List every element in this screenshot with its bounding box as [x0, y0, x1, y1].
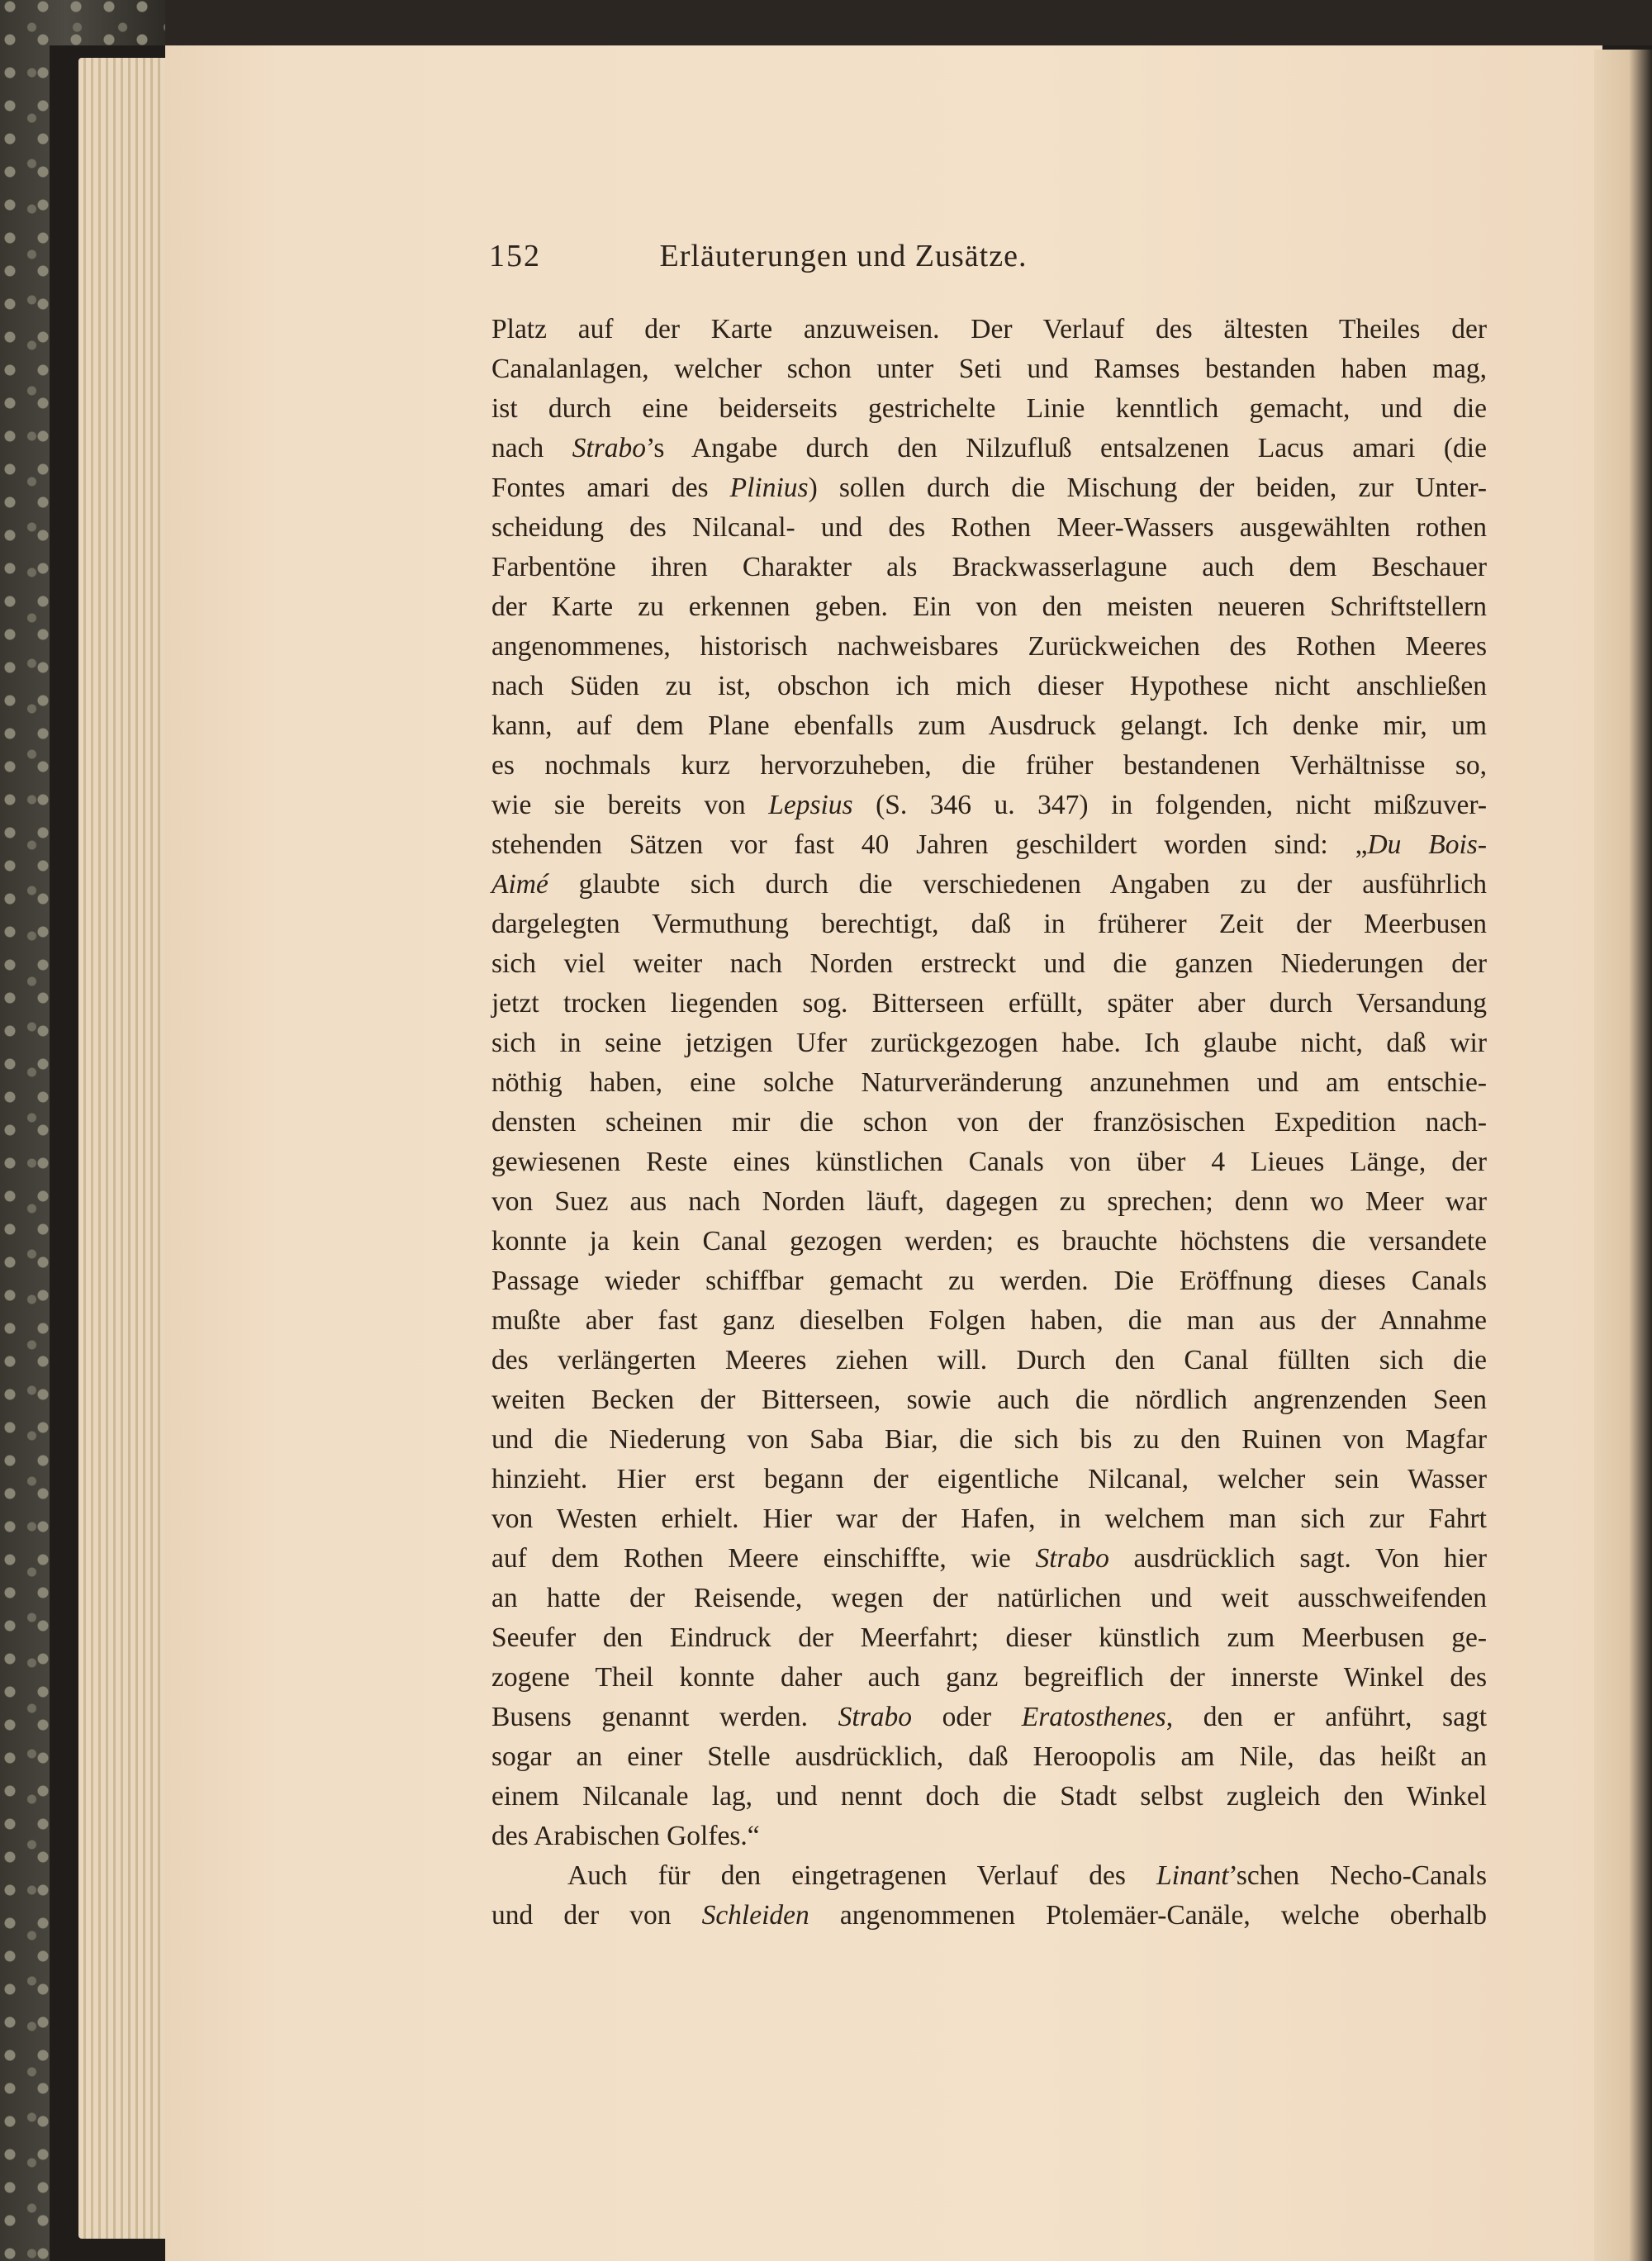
text-line: [491, 1737, 1487, 1777]
italic-name: Du Bois-: [1367, 829, 1487, 860]
italic-name: Strabo: [1035, 1543, 1109, 1574]
text-line: [491, 548, 1487, 587]
text-line: [491, 1063, 1487, 1103]
text-run: hinzieht. Hier erst begann der eigentliche Nilcanal, welcher sein Wasser: [491, 1464, 1487, 1494]
italic-name: Lepsius: [768, 790, 853, 820]
text-line: [491, 746, 1487, 786]
text-run: auf dem Rothen Meere einschiffte, wie: [491, 1543, 1036, 1574]
text-run: ) sollen durch die Mischung der beiden, zur Unter-: [808, 473, 1487, 503]
text-run: nach: [491, 433, 572, 463]
text-run: und der von: [491, 1900, 702, 1931]
text-line: [491, 984, 1487, 1024]
text-run: Busens genannt werden.: [491, 1702, 838, 1732]
text-run: Passage wieder schiffbar gemacht zu werden. Die Eröffnung dieses Canals: [491, 1266, 1487, 1296]
text-line: [491, 1380, 1487, 1420]
text-run: sogar an einer Stelle ausdrücklich, daß Heroopolis am Nile, das heißt an: [491, 1741, 1487, 1772]
text-run: scheidung des Nilcanal- und des Rothen Meer-Wassers ausgewählten rothen: [491, 512, 1487, 543]
text-run: stehenden Sätzen vor fast 40 Jahren geschildert worden sind: „: [491, 829, 1368, 860]
text-line: [491, 865, 1487, 905]
text-line: [491, 1896, 1487, 1936]
text-line: [491, 587, 1487, 627]
text-run: gewiesenen Reste eines künstlichen Canals von über 4 Lieues Länge, der: [491, 1147, 1487, 1177]
text-line: [491, 1222, 1487, 1261]
text-line: [491, 1856, 1487, 1896]
text-run: , den er anführt, sagt: [1165, 1702, 1487, 1732]
text-run: wie sie bereits von: [491, 790, 769, 820]
page-number: 152: [489, 239, 541, 273]
text-line: [491, 1539, 1487, 1579]
text-run: und die Niederung von Saba Biar, die sich bis zu den Ruinen von Magfar: [491, 1424, 1487, 1455]
text-run: angenommenen Ptolemäer-Canäle, welche oberhalb: [809, 1900, 1487, 1931]
text-line: [491, 1817, 1487, 1856]
text-run: kann, auf dem Plane ebenfalls zum Ausdruck gelangt. Ich denke mir, um: [491, 710, 1487, 741]
text-run: (S. 346 u. 347) in folgenden, nicht mißzuver-: [852, 790, 1487, 820]
italic-name: Eratosthenes: [1021, 1702, 1166, 1732]
text-run: Canalanlagen, welcher schon unter Seti und Ramses bestanden haben mag,: [491, 354, 1487, 384]
italic-name: Plinius: [729, 473, 809, 503]
text-run: dargelegten Vermuthung berechtigt, daß in früherer Zeit der Meerbusen: [491, 909, 1487, 939]
text-line: [491, 1698, 1487, 1737]
italic-name: Schleiden: [701, 1900, 809, 1931]
text-line: [491, 706, 1487, 746]
text-run: an hatte der Reisende, wegen der natürlichen und weit ausschweifenden: [491, 1583, 1487, 1613]
text-run: von Westen erhielt. Hier war der Hafen, in welchem man sich zur Fahrt: [491, 1503, 1487, 1534]
text-line: [491, 1261, 1487, 1301]
italic-name: Strabo: [838, 1702, 912, 1732]
text-run: ’s Angabe durch den Nilzufluß entsalzenen Lacus amari (die: [646, 433, 1487, 463]
text-run: des Arabischen Golfes.“: [491, 1821, 760, 1851]
text-run: sich viel weiter nach Norden erstreckt und die ganzen Niederungen der: [491, 948, 1487, 979]
text-run: konnte ja kein Canal gezogen werden; es brauchte höchstens die versandete: [491, 1226, 1487, 1256]
text-run: glaubte sich durch die verschiedenen Angaben zu der ausführlich: [548, 869, 1487, 900]
text-run: Auch für den eingetragenen Verlauf des: [567, 1860, 1157, 1891]
text-run: densten scheinen mir die schon von der französischen Expedition nach-: [491, 1107, 1487, 1138]
text-line: [491, 1618, 1487, 1658]
text-line: [491, 508, 1487, 548]
text-line: [491, 1579, 1487, 1618]
text-run: zogene Theil konnte daher auch ganz begreiflich der innerste Winkel des: [491, 1662, 1487, 1693]
text-line: [491, 786, 1487, 825]
text-line: [491, 1499, 1487, 1539]
running-title: Erläuterungen und Zusätze.: [659, 239, 1028, 273]
text-line: [491, 1420, 1487, 1460]
page-right-edge: [1594, 50, 1652, 2261]
text-run: weiten Becken der Bitterseen, sowie auch die nördlich angrenzenden Seen: [491, 1385, 1487, 1415]
italic-name: Strabo: [572, 433, 647, 463]
text-line: [491, 1341, 1487, 1380]
text-line: [491, 349, 1487, 389]
text-run: von Suez aus nach Norden läuft, dagegen zu sprechen; denn wo Meer war: [491, 1186, 1487, 1217]
text-line: [491, 1024, 1487, 1063]
text-run: mußte aber fast ganz dieselben Folgen haben, die man aus der Annahme: [491, 1305, 1487, 1336]
text-line: [491, 1142, 1487, 1182]
text-run: nöthig haben, eine solche Naturveränderung anzunehmen und am entschie-: [491, 1067, 1487, 1098]
text-run: angenommenes, historisch nachweisbares Zurückweichen des Rothen Meeres: [491, 631, 1487, 662]
text-run: der Karte zu erkennen geben. Ein von den meisten neueren Schriftstellern: [491, 591, 1487, 622]
text-line: [491, 1301, 1487, 1341]
text-line: [491, 389, 1487, 429]
text-run: ’schen Necho-Canals: [1228, 1860, 1487, 1891]
text-line: [491, 429, 1487, 468]
text-run: Fontes amari des: [491, 473, 730, 503]
text-run: Seeufer den Eindruck der Meerfahrt; dieser künstlich zum Meerbusen ge-: [491, 1622, 1487, 1653]
text-line: [491, 1103, 1487, 1142]
text-line: [491, 310, 1487, 349]
text-run: nach Süden zu ist, obschon ich mich dieser Hypothese nicht anschließen: [491, 671, 1487, 701]
italic-name: Aimé: [491, 869, 548, 900]
page-header: [489, 238, 1198, 278]
text-run: es nochmals kurz hervorzuheben, die früher bestandenen Verhältnisse so,: [491, 750, 1487, 781]
text-line: [491, 627, 1487, 667]
text-run: ist durch eine beiderseits gestrichelte Linie kenntlich gemacht, und die: [491, 393, 1487, 424]
text-line: [491, 1777, 1487, 1817]
text-run: ausdrücklich sagt. Von hier: [1108, 1543, 1487, 1574]
text-run: sich in seine jetzigen Ufer zurückgezogen habe. Ich glaube nicht, daß wir: [491, 1028, 1487, 1058]
text-run: oder: [912, 1702, 1022, 1732]
text-run: Farbentöne ihren Charakter als Brackwasserlagune auch dem Beschauer: [491, 552, 1487, 582]
text-run: jetzt trocken liegenden sog. Bitterseen erfüllt, später aber durch Versandung: [491, 988, 1487, 1019]
text-run: des verlängerten Meeres ziehen will. Durch den Canal füllten sich die: [491, 1345, 1487, 1375]
text-line: [491, 825, 1487, 865]
text-run: einem Nilcanale lag, und nennt doch die Stadt selbst zugleich den Winkel: [491, 1781, 1487, 1812]
text-line: [491, 944, 1487, 984]
body-text: [491, 310, 1487, 1936]
text-line: [491, 905, 1487, 944]
text-line: [491, 667, 1487, 706]
text-line: [491, 1460, 1487, 1499]
italic-name: Linant: [1156, 1860, 1229, 1891]
text-run: Platz auf der Karte anzuweisen. Der Verlauf des ältesten Theiles der: [491, 314, 1487, 344]
text-line: [491, 1182, 1487, 1222]
text-line: [491, 468, 1487, 508]
text-line: [491, 1658, 1487, 1698]
